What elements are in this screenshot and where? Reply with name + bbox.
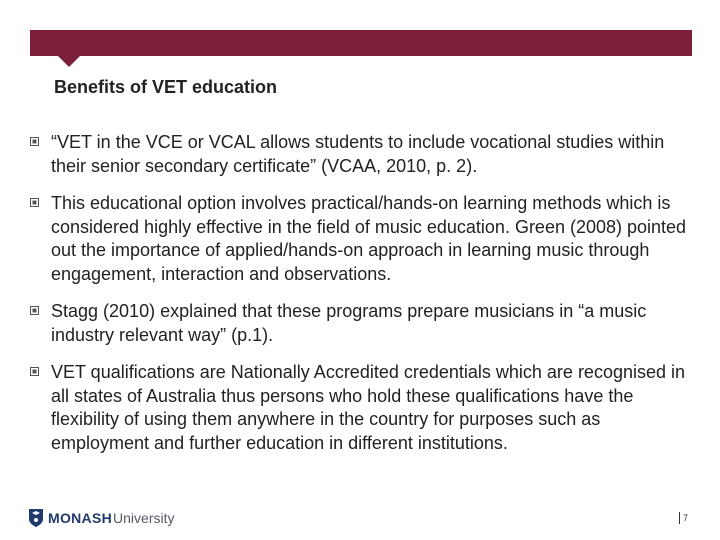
bullet-item [30, 300, 690, 347]
header-pointer-tab [58, 56, 80, 68]
bullet-text: Stagg (2010) explained that these programs prepare musicians in “a music industry relevant way” (p.1). [51, 301, 647, 345]
monash-crest-icon [28, 508, 44, 528]
bullet-text: “VET in the VCE or VCAL allows students to include vocational studies within their senior secondary certificate” (VCAA, 2010, p. 2). [51, 132, 665, 176]
header-bar [30, 30, 692, 56]
square-bullet-icon [30, 306, 39, 315]
logo-text-monash: MONASH [48, 510, 113, 526]
bullet-item [30, 192, 690, 286]
slide-title: Benefits of VET education [54, 77, 278, 97]
bullet-text: VET qualifications are Nationally Accredited credentials which are recognised in all states of Australia thus persons who hold these qualifications have the flexibility of using them anywhere in the country for purposes such as employment and further education in different institutions. [51, 362, 686, 453]
monash-logo [28, 506, 175, 530]
bullet-text: This educational option involves practical/hands-on learning methods which is considered highly effective in the field of music education. Green (2008) pointed out the importance of applied/hands-on approach in learning music through engagement, interaction and observations. [51, 193, 687, 284]
square-bullet-icon [30, 367, 39, 376]
header-banner [30, 30, 692, 56]
page-number: 7 [679, 512, 688, 524]
square-bullet-icon [30, 137, 39, 146]
bullet-item [30, 361, 690, 455]
bullet-list [30, 131, 690, 469]
square-bullet-icon [30, 198, 39, 207]
bullet-item [30, 131, 690, 178]
logo-text-university: University [113, 510, 175, 526]
